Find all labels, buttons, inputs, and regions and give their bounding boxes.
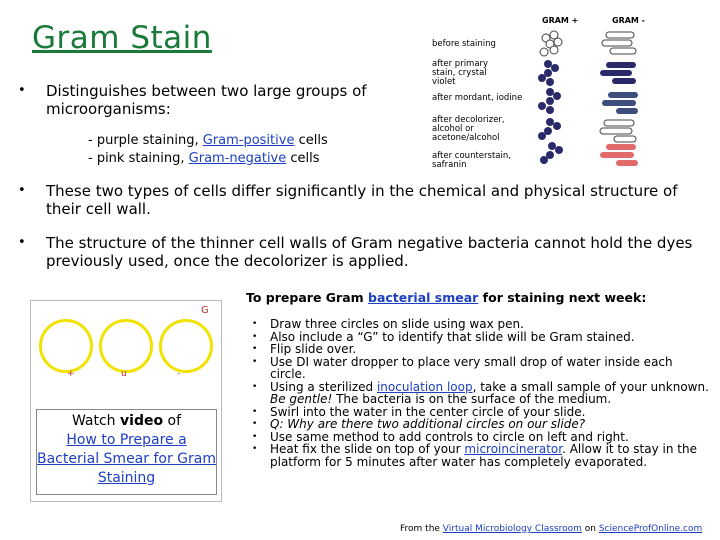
step-text-pre: Heat fix the slide on top of your	[270, 442, 465, 456]
page-title: Gram Stain	[32, 20, 212, 56]
wax-circle-right	[159, 319, 213, 373]
virtual-microbiology-classroom-link[interactable]: Virtual Microbiology Classroom	[442, 524, 582, 534]
subpoint-suffix: cells	[294, 133, 328, 148]
wax-circle-center	[99, 319, 153, 373]
video-bold: video	[120, 413, 164, 429]
steps-list	[250, 318, 710, 468]
subpoint-gram-positive	[88, 132, 328, 150]
video-suffix: of	[163, 413, 182, 429]
bullet-text: The structure of the thinner cell walls of Gram negative bacteria cannot hold the dyes previously used, once the decolorizer is applied.	[46, 234, 693, 270]
step-text: Also include a “G” to identify that slide will be Gram stained.	[270, 329, 635, 344]
rods-unstained	[602, 32, 636, 54]
stage-label: after mordant, iodine	[432, 93, 523, 103]
control-label-unknown: u	[121, 369, 127, 379]
cocci-unstained	[540, 31, 562, 56]
step-marker: •	[252, 319, 258, 329]
step-text-pre: Using a sterilized	[270, 379, 377, 394]
step-marker: •	[252, 444, 258, 454]
subpoint-prefix: - purple staining,	[88, 133, 203, 148]
subpoint-gram-negative	[88, 150, 328, 168]
stain-cells-graphic	[430, 10, 700, 170]
stage-label: after primary stain, crystal violet	[432, 59, 489, 87]
stage-label: after counterstain, safranin	[432, 151, 511, 170]
rods-iodine	[602, 92, 638, 114]
control-label-negative: -	[177, 369, 181, 379]
control-label-positive: +	[67, 369, 75, 379]
video-callout	[36, 409, 217, 495]
step-item	[250, 443, 710, 468]
video-link[interactable]: How to Prepare a Bacterial Smear for Gram Staining	[37, 432, 216, 486]
footer-credit	[400, 524, 702, 534]
gram-stain-diagram	[430, 10, 700, 170]
step-marker: •	[252, 344, 258, 354]
bullet-2	[18, 182, 708, 218]
step-text: Draw three circles on slide using wax pen.	[270, 317, 524, 331]
rods-crystal-violet	[600, 62, 636, 84]
step-text-italic: Be gentle!	[270, 392, 333, 406]
cocci-decolorized	[538, 118, 561, 140]
step-item	[250, 356, 710, 381]
stage-label: after decolorizer, alcohol or acetone/alcohol	[432, 115, 505, 143]
step-text: Use DI water dropper to place very small drop of water inside each circle.	[270, 354, 673, 381]
slide-diagram	[30, 300, 222, 502]
step-text: Use same method to add controls to circle on left and right.	[270, 429, 629, 444]
step-text: Flip slide over.	[270, 342, 357, 356]
bullet-3	[18, 234, 708, 270]
microincinerator-link[interactable]: microincinerator	[464, 442, 563, 456]
subpoint-suffix: cells	[286, 151, 320, 166]
gram-positive-heading: GRAM +	[542, 16, 579, 25]
step-text-post: The bacteria is on the surface of the medium.	[332, 392, 612, 406]
bullet-text: Distinguishes between two large groups of microorganisms:	[46, 82, 367, 118]
slide-g-label: G	[201, 305, 209, 316]
bullet-marker: •	[18, 83, 26, 98]
scienceprofonline-link[interactable]: ScienceProfOnline.com	[598, 524, 703, 534]
step-question: Q: Why are there two additional circles on our slide?	[270, 417, 586, 431]
step-item	[250, 381, 710, 406]
stage-label: before staining	[432, 39, 496, 49]
prep-title	[246, 290, 646, 305]
gram-negative-heading: GRAM -	[612, 16, 645, 25]
bullet-1	[18, 82, 388, 118]
step-marker: •	[252, 356, 258, 367]
gram-negative-link[interactable]: Gram-negative	[188, 151, 287, 166]
footer-mid: on	[581, 524, 599, 534]
bullet-marker: •	[18, 235, 26, 250]
step-marker: •	[252, 431, 258, 442]
bacterial-smear-link[interactable]: bacterial smear	[368, 290, 479, 305]
subpoints	[88, 132, 328, 168]
step-text: Swirl into the water in the center circle of your slide.	[270, 404, 586, 419]
cocci-iodine	[538, 88, 561, 114]
subpoint-prefix: - pink staining,	[88, 151, 189, 166]
step-marker: •	[252, 331, 258, 342]
step-marker: •	[252, 406, 258, 417]
rods-safranin	[600, 144, 638, 166]
gram-positive-link[interactable]: Gram-positive	[202, 133, 295, 148]
step-text-post: . Allow it to stay in the platform for 5 minutes after water has completely evaporated.	[270, 442, 697, 469]
bullet-marker: •	[18, 183, 26, 198]
footer-prefix: From the	[400, 524, 443, 534]
inoculation-loop-link[interactable]: inoculation loop	[376, 379, 473, 394]
cocci-crystal-violet	[538, 60, 559, 86]
step-marker: •	[252, 419, 258, 429]
prep-title-suffix: for staining next week:	[478, 290, 647, 305]
wax-circle-left	[39, 319, 93, 373]
step-marker: •	[252, 381, 258, 392]
step-text-mid: , take a small sample of your unknown.	[472, 379, 709, 394]
bullet-text: These two types of cells differ significantly in the chemical and physical structure of their cell wall.	[46, 182, 678, 218]
video-prefix: Watch	[71, 413, 121, 429]
rods-decolorized	[600, 120, 636, 142]
prep-title-prefix: To prepare Gram	[246, 290, 369, 305]
cocci-safranin	[540, 142, 563, 164]
